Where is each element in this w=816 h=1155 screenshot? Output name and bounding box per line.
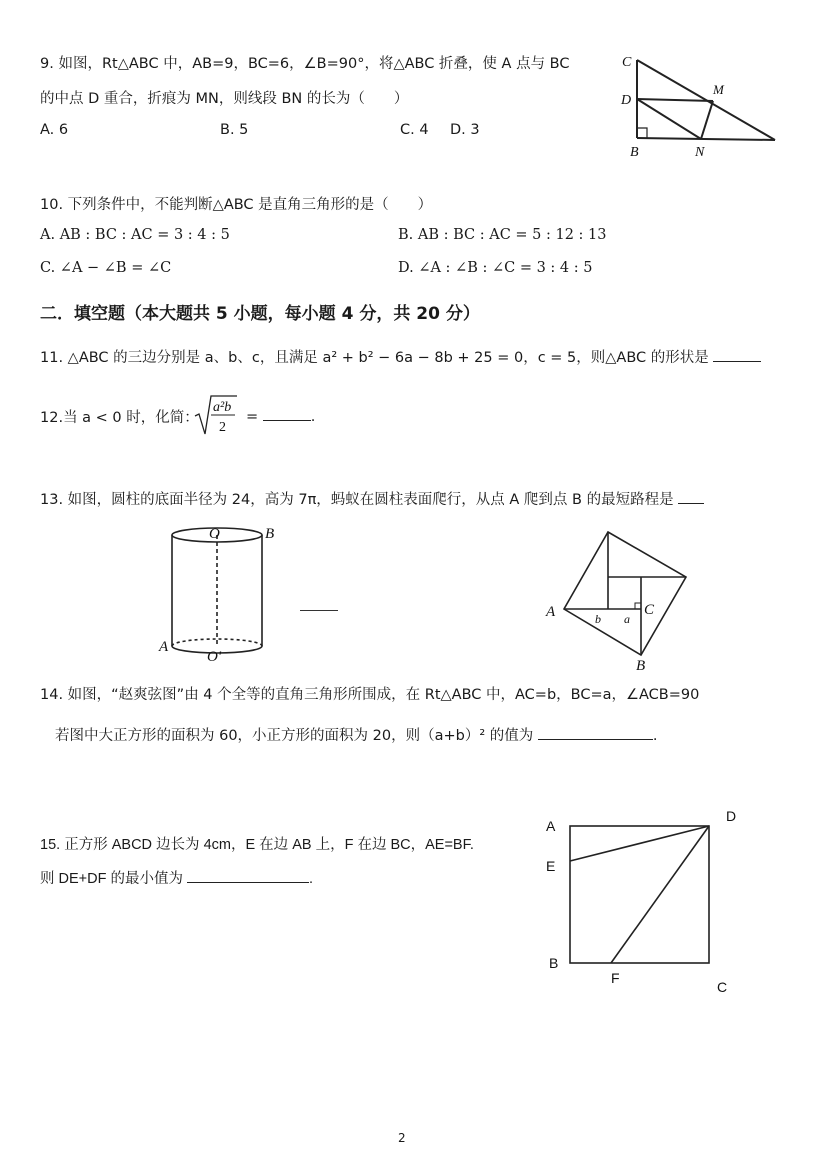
q12-tail [246, 406, 315, 425]
q14-label-b: B [636, 658, 646, 674]
q9-stem-line1: 如图，Rt△ABC 中，AB=9，BC=6，∠B=90°，将△ABC 折叠，使 A 点与 BC [58, 56, 570, 72]
q12-text: 当 a < 0 时，化简： [63, 410, 199, 426]
q12-answer-blank[interactable] [263, 406, 311, 421]
q13-label-o-prime: O' [207, 649, 222, 665]
q9-label-m: M [713, 82, 724, 97]
q10-option-b: B. AB : BC : AC = 5 : 12 : 13 [398, 227, 607, 243]
q15-label-c: C [717, 979, 728, 995]
q10-stem: 下列条件中，不能判断△ABC 是直角三角形的是（ ） [67, 197, 433, 213]
q11-number: 11. [40, 350, 64, 366]
q14-zhao-shuang-figure [540, 525, 710, 675]
q9-triangle-figure [615, 48, 785, 168]
q12-line [40, 406, 199, 427]
q14-line1 [40, 683, 699, 704]
q15-line1 [40, 833, 474, 854]
q13-label-b: B [265, 526, 275, 542]
q11-answer-blank[interactable] [713, 347, 761, 362]
q14-label-a-small: a [624, 612, 630, 626]
q11-line [40, 346, 761, 367]
page-number: 2 [398, 1131, 406, 1145]
q10-option-a: A. AB : BC : AC = 3 : 4 : 5 [40, 227, 230, 243]
q15-label-d: D [726, 808, 737, 824]
q10-line [40, 193, 432, 214]
q14-label-c: C [644, 602, 655, 618]
q14-text-line1: 如图，“赵爽弦图”由 4 个全等的直角三角形所围成，在 Rt△ABC 中，AC=b，BC=a，∠ACB=90 [67, 687, 700, 703]
q15-answer-blank[interactable] [187, 868, 309, 883]
q15-text-line1: 正方形 ABCD 边长为 4cm，E 在边 AB 上，F 在边 BC，AE=BF. [64, 837, 474, 853]
q13-cylinder-figure [155, 518, 295, 668]
q9-option-b: B. 5 [220, 122, 249, 138]
q13-number: 13. [40, 492, 64, 508]
q13-label-o: O [209, 526, 220, 542]
q9-number: 9. [40, 56, 54, 72]
q11-text: △ABC 的三边分别是 a、b、c，且满足 a² + b² − 6a − 8b + 25 = 0，c = 5，则△ABC 的形状是 [67, 350, 709, 366]
q15-line2: 则 DE+DF 的最小值为 . [40, 867, 313, 888]
q13-stray-mark [300, 610, 338, 611]
q9-label-d: D [621, 93, 632, 108]
section-2-heading: 二．填空题（本大题共 5 小题，每小题 4 分，共 20 分） [40, 304, 480, 324]
q15-label-a: A [546, 818, 556, 834]
q15-text-line2: 则 DE+DF 的最小值为 [40, 871, 183, 887]
q13-label-a: A [159, 639, 169, 655]
q12-number: 12. [40, 410, 64, 426]
q14-text-line2: 若图中大正方形的面积为 60，小正方形的面积为 20，则（a+b）² 的值为 [55, 728, 534, 744]
q9-option-d: D. 3 [450, 122, 480, 138]
q14-label-a: A [546, 604, 556, 620]
q9-option-c: C. 4 [400, 122, 429, 138]
q12-end: . [310, 409, 316, 425]
q13-answer-blank[interactable] [678, 489, 704, 504]
q12-numerator: a²b [213, 400, 232, 415]
q15-square-figure [540, 806, 740, 996]
q13-line [40, 488, 704, 509]
q10-option-c: C. ∠A − ∠B = ∠C [40, 260, 172, 276]
q9-option-a: A. 6 [40, 122, 69, 138]
q15-label-b: B [549, 955, 559, 971]
q15-number: 15. [40, 837, 61, 853]
q15-label-f: F [611, 970, 620, 986]
q13-text: 如图，圆柱的底面半径为 24，高为 7π，蚂蚁在圆柱表面爬行，从点 A 爬到点 B 的最短路程是 [67, 492, 674, 508]
q12-radical-figure [193, 392, 243, 442]
q12-denominator: 2 [219, 420, 226, 435]
q9-label-n: N [695, 145, 705, 160]
q9-line1 [40, 52, 570, 73]
q10-number: 10. [40, 197, 64, 213]
q12-equals: = [246, 409, 259, 425]
q14-label-b-small: b [595, 612, 601, 626]
q14-answer-blank[interactable] [538, 725, 653, 740]
q10-option-d: D. ∠A : ∠B : ∠C = 3 : 4 : 5 [398, 260, 593, 276]
q14-number: 14. [40, 687, 64, 703]
q14-line2: 若图中大正方形的面积为 60，小正方形的面积为 20，则（a+b）² 的值为 . [55, 724, 658, 745]
q15-label-e: E [546, 858, 556, 874]
q9-stem-line2: 的中点 D 重合，折痕为 MN，则线段 BN 的长为（ ） [40, 91, 409, 107]
q9-label-b: B [630, 145, 639, 160]
q9-label-c: C [622, 55, 632, 70]
